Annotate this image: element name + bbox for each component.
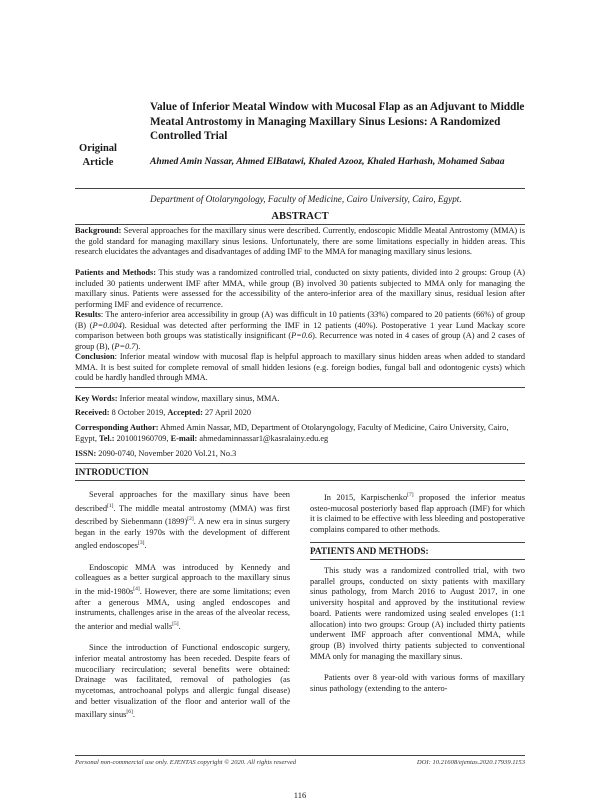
- results-text-4: ).: [135, 341, 141, 351]
- results-text-1: : The antero-inferior area accessibility in group (A) was difficult in 10 patients (33%) compared to 20 patients (66%) of group (B) (: [75, 310, 525, 330]
- email-label: E-mail:: [170, 433, 198, 443]
- text-run: proposed the inferior meatus osteo-mucosal posteriorly based flap approach (IMF) for which it is claimed to be effective with less bleeding and postoperative complains compared to other methods.: [310, 492, 525, 534]
- footer-rule: [75, 755, 525, 756]
- background-text: Several approaches for the maxillary sinus were described. Currently, endoscopic Middle Meatal Antrostomy (MMA) is the gold standard for managing maxillary sinus lesions. Unfortunately, there are some limitations especially in hidden areas. This research elucidates the advantages and disadvantages of adding IMF to the MMA for managing maxillary sinus lesions.: [75, 226, 526, 257]
- citation: [3]: [138, 540, 145, 547]
- results-text-3: ). Recurrence was noted in 4 cases of group (A) and 2 cases of group (B), (: [75, 331, 525, 351]
- article-title: Value of Inferior Meatal Window with Mucosal Flap as an Adjuvant to Middle Meatal Antrostomy in Managing Maxillary Sinus Lesions: A Randomized Controlled Trial: [150, 101, 525, 142]
- doi-link[interactable]: DOI: 10.21608/ejentas.2020.17939.1153: [416, 759, 525, 766]
- received-date: 8 October 2019,: [109, 408, 168, 417]
- right-column: [310, 490, 525, 546]
- citation: [7]: [407, 492, 414, 498]
- keywords-label: Key Words:: [75, 394, 118, 403]
- text-run: .: [178, 621, 181, 631]
- text-run: . The middle meatal antrostomy (MMA) was first described by Siebenmann (1899): [75, 503, 290, 526]
- article-type-label: Original Article: [79, 143, 117, 168]
- page-number: 116: [293, 790, 307, 800]
- conclusion-label: Conclusion: [75, 352, 115, 361]
- keywords-text: Inferior meatal window, maxillary sinus, MMA.: [117, 394, 280, 403]
- intro-paragraph-3: [75, 643, 290, 721]
- methods-column: [310, 566, 525, 705]
- text-run: Since the introduction of Functional endoscopic surgery, inferior meatal antrostomy has been receded. Despite fears of mucociliary recirculation; several benefits were obtained: Drainage was facilitated, removal of pathologies (as mycetomas, antrochoanal polyps and allergic fungal disease) and better visualization of the floor and anterior wall of the maxillary sinus: [75, 643, 290, 720]
- issn-label: ISSN:: [75, 449, 97, 458]
- methods-paragraph-1: This study was a randomized controlled trial, with two parallel groups, conducted on sixty patients with maxillary sinus pathology, from March 2016 to August 2017, in one university hospital and approved by the institutional review board. Patients were randomized using sealed envelopes (1:1 allocation) into two groups: Group (A) included thirty patients underwent IMF approach after conventional MMA, while group (B) involved thirty patients subjected to conventional MMA only for managing the maxillary sinus.: [310, 566, 525, 661]
- text-run: . A new era in sinus surgery began in the early 1970s with the development of different angled endoscopes: [75, 517, 290, 551]
- dates-line: [75, 408, 525, 419]
- page-footer: [75, 759, 525, 766]
- citation: [4]: [133, 586, 140, 592]
- corresponding-text: Ahmed Amin Nassar, MD, Department of Otolaryngology, Faculty of Medicine, Cairo University, Cairo, Egypt,: [75, 423, 509, 443]
- citation: [1]: [107, 502, 114, 509]
- abstract-methods: [75, 268, 525, 310]
- corresponding-label: Corresponding Author:: [75, 423, 159, 432]
- methods-text: This study was a randomized controlled trial, conducted on sixty patients, divided into 2 groups: Group (A) included 30 patients underwent IMF after MMA, while group (B) involved 30 patients subjected to MMA only for managing the maxillary sinus. Patients were assessed for the accessibility of the antero-inferior area of the maxillary sinus, residual lesion after performing IMF and evidence of recurrence.: [75, 268, 525, 309]
- intro-paragraph-1: [75, 490, 290, 552]
- results-p-value-2: P=0.6: [291, 331, 313, 341]
- received-label: Received:: [75, 408, 110, 417]
- conclusion-text: : Inferior meatal window with mucosal flap is helpful approach to maxillary sinus hidden areas when added to standard MMA. It is best suited for complete removal of small hidden lesions (e.g. foreign bodies, fungal ball and odontogenic cysts) which could be hardly handled through MMA.: [75, 352, 525, 383]
- methods-bottom-rule: [310, 559, 525, 560]
- tel-number: 201001960709,: [114, 433, 171, 443]
- background-label: Background:: [75, 226, 122, 235]
- tel-label: Tel.:: [98, 433, 115, 443]
- keywords-line: [75, 394, 525, 405]
- results-text-2: ). Residual was detected after performing the IMF in 12 patients (40%). Postoperative 1 year Lund Mackay score comparison between both groups was statistically insignificant (: [75, 320, 525, 341]
- results-p-value-3: P=0.7: [114, 341, 136, 351]
- department-affiliation: Department of Otolaryngology, Faculty of Medicine, Cairo University, Cairo, Egypt.: [150, 194, 462, 204]
- abstract-heading: ABSTRACT: [271, 211, 329, 222]
- citation: [2]: [187, 516, 194, 523]
- issn-text: 2090-0740, November 2020 Vol.21, No.3: [96, 449, 237, 458]
- text-run: . However, there are some limitations; even after a generous MMA, using angled endoscopes and instruments, challenges arise in the areas of the alveolar recess, the anterior and medial walls: [75, 586, 291, 631]
- issn-line: [75, 449, 525, 460]
- abstract-bottom-rule: [75, 387, 525, 388]
- text-run: .: [132, 710, 135, 720]
- intro-top-rule: [75, 463, 525, 464]
- text-run: Several approaches for the maxillary sinus have been described: [75, 490, 290, 513]
- copyright-notice: Personal non-commercial use only. EJENTAS copyright © 2020. All rights reserved: [75, 759, 297, 766]
- citation: [6]: [126, 709, 133, 716]
- corresponding-author: [75, 423, 525, 444]
- intro-paragraph-2: [75, 563, 290, 633]
- header-divider: [75, 188, 525, 189]
- introduction-heading: INTRODUCTION: [75, 467, 149, 477]
- intro-bottom-rule: [75, 480, 525, 481]
- intro-paragraph-4: [310, 490, 525, 536]
- accepted-label: Accepted:: [167, 408, 203, 417]
- results-p-value-1: P=0.004: [92, 320, 122, 330]
- methods-top-rule: [310, 542, 525, 543]
- abstract-results: [75, 310, 525, 352]
- email-address: ahmedaminnassar1@kasralainy.edu.eg: [197, 433, 329, 443]
- abstract-conclusion: [75, 352, 525, 384]
- text-run: .: [144, 541, 147, 551]
- abstract-top-rule: [75, 224, 525, 225]
- methods-heading: PATIENTS AND METHODS:: [310, 546, 429, 556]
- methods-label: Patients and Methods:: [75, 268, 156, 277]
- text-run: In 2015, Karpischenko: [324, 492, 408, 502]
- results-label: Results: [75, 310, 101, 319]
- accepted-date: 27 April 2020: [202, 408, 252, 417]
- left-column: [75, 490, 290, 732]
- abstract-background: [75, 226, 525, 258]
- methods-paragraph-2: Patients over 8 year-old with various forms of maxillary sinus pathology (extending to the antero-: [310, 673, 525, 693]
- text-run: Endoscopic MMA was introduced by Kennedy and colleagues as a better surgical approach to the maxillary sinus in the mid-1980s: [75, 562, 290, 596]
- citation: [5]: [172, 620, 179, 627]
- author-list: Ahmed Amin Nassar, Ahmed ElBatawi, Khaled Azooz, Khaled Harhash, Mohamed Sabaa: [150, 156, 505, 167]
